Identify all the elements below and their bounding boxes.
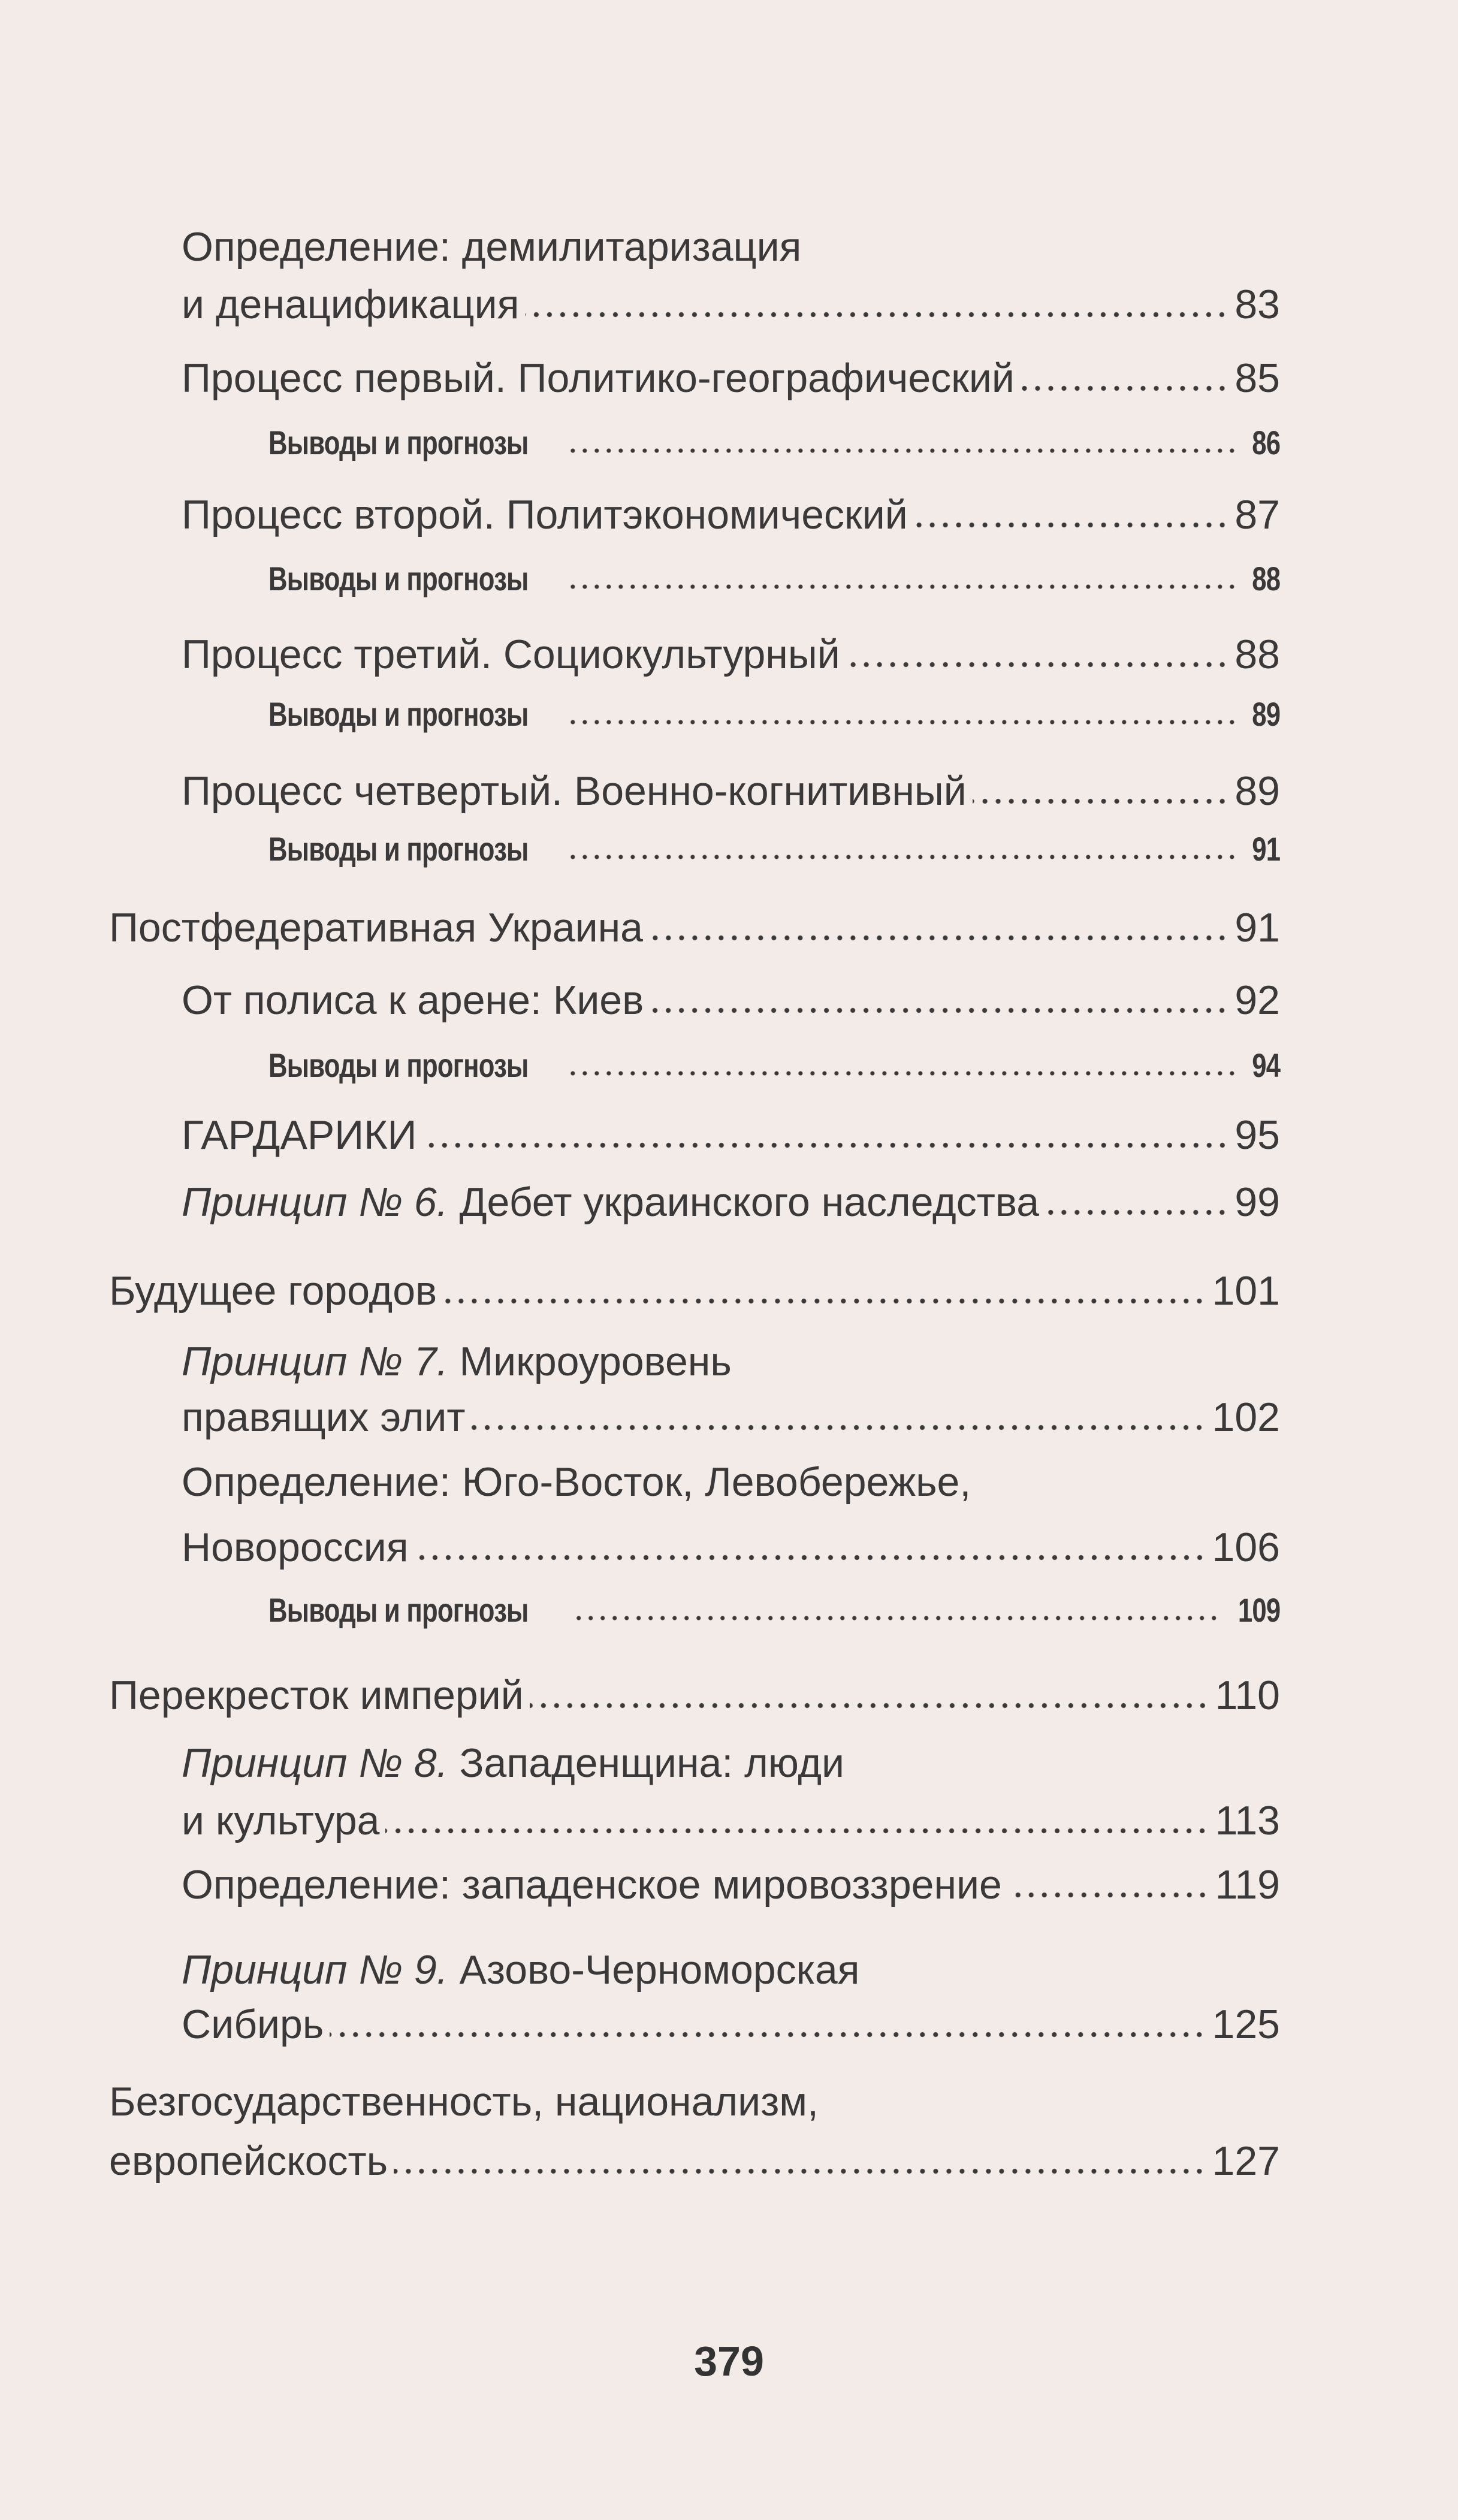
toc-entry[interactable] [182,1858,1280,1912]
entry-page-number: 99 [1234,1179,1280,1225]
dot-leader [570,447,1238,454]
entry-page-number: 113 [1215,1798,1280,1843]
entry-page-number: 109 [1237,1591,1280,1629]
page-number: 379 [694,2338,764,2385]
entry-title [182,764,967,818]
dot-leader [530,1702,1209,1709]
entry-title [268,1039,529,1092]
dot-leader [570,719,1238,726]
entry-title [182,1943,860,1997]
entry-title [182,1455,971,1509]
entry-title-text: Определение: Юго-Восток, Левобережье, [182,1459,971,1505]
dot-leader [330,2031,1206,2038]
entry-title [182,220,801,274]
entry-title [268,552,529,606]
toc-entry-line[interactable] [182,220,801,274]
entry-title-text: правящих элит [182,1395,466,1440]
toc-entry[interactable] [268,416,1280,470]
dot-leader [570,583,1238,590]
dot-leader [1008,1891,1209,1899]
entry-title [109,901,643,955]
dot-leader [385,1827,1209,1834]
toc-entry-line[interactable] [182,1736,844,1790]
dot-leader [525,311,1228,318]
toc-entry[interactable] [182,627,1280,681]
entry-title-text: Определение: западенское мировоззрение [182,1862,1002,1908]
entry-title [109,2075,819,2129]
dot-leader [415,1554,1206,1561]
entry-title-text: Западенщина: люди [448,1740,844,1786]
toc-entry-line[interactable] [182,1943,860,1997]
toc-entry[interactable] [182,351,1280,405]
toc-entry-line[interactable] [182,1455,971,1509]
entry-page-number: 83 [1234,282,1280,327]
entry-page-number: 91 [1234,905,1280,950]
entry-title-text: Азово-Черноморская [448,1947,860,1993]
entry-page-number: 92 [1234,977,1280,1023]
entry-title [182,1736,844,1790]
entry-page-number: 91 [1251,830,1280,868]
toc-entry[interactable] [109,1668,1280,1722]
entry-title [182,1390,465,1444]
toc-entry[interactable] [268,1039,1280,1092]
entry-title-text: Процесс четвертый. Военно-когнитивный [182,768,967,814]
entry-title-text: Постфедеративная Украина [109,905,643,950]
entry-page-number: 89 [1251,695,1280,733]
entry-page-number: 85 [1234,355,1280,401]
entry-title-text: Сибирь [182,2002,324,2047]
entry-page-number: 87 [1234,492,1280,538]
entry-page-number: 88 [1251,560,1280,597]
entry-title [182,1175,1039,1229]
toc-entry[interactable] [182,277,1280,331]
toc-entry[interactable] [109,2134,1280,2188]
dot-leader [973,798,1229,805]
entry-title-text: ГАРДАРИКИ [182,1112,417,1158]
toc-entry[interactable] [182,1108,1280,1162]
entry-title [182,1335,732,1389]
entry-title [268,687,529,741]
entry-title [109,2134,388,2188]
entry-title [182,277,519,331]
entry-title-text: европейскость [109,2138,388,2184]
toc-entry[interactable] [268,552,1280,606]
dot-leader [650,1007,1228,1014]
principle-label: Принцип № 9. [182,1947,448,1993]
entry-page-number: 106 [1212,1525,1280,1570]
dot-leader [443,1297,1206,1305]
entry-page-number: 88 [1234,632,1280,677]
entry-title-text: Выводы и прогнозы [268,560,529,597]
entry-title [182,627,840,681]
entry-title [268,822,529,876]
entry-page-number: 95 [1234,1112,1280,1158]
entry-page-number: 94 [1251,1046,1280,1084]
entry-title [182,1108,417,1162]
dot-leader [570,853,1238,861]
entry-title [268,416,529,470]
entry-title-text: Новороссия [182,1525,409,1570]
dot-leader [649,934,1228,941]
entry-title-text: Определение: демилитаризация [182,224,802,270]
dot-leader [570,1614,1220,1622]
toc-entry[interactable] [182,1520,1280,1574]
toc-entry[interactable] [182,764,1280,818]
dot-leader [423,1142,1229,1149]
toc-entry[interactable] [182,1390,1280,1444]
entry-title [182,1997,324,2051]
entry-page-number: 101 [1212,1268,1280,1314]
entry-title-text: Дебет украинского наследства [448,1179,1040,1225]
entry-page-number: 125 [1212,2002,1280,2047]
entry-title-text: и культура [182,1798,380,1843]
entry-title [109,1264,437,1318]
dot-leader [1045,1209,1228,1216]
entry-title [182,1794,379,1848]
entry-title-text: и денацификация [182,282,520,327]
dot-leader [394,2168,1206,2175]
entry-title-text: Выводы и прогнозы [268,424,529,461]
entry-title [182,973,644,1027]
toc-entry[interactable] [182,1175,1280,1229]
entry-title-text: Выводы и прогнозы [268,1591,529,1629]
entry-title-text: Будущее городов [109,1268,437,1314]
dot-leader [471,1424,1206,1431]
entry-title-text: Выводы и прогнозы [268,1046,529,1084]
toc-entry[interactable] [268,687,1280,741]
entry-title [182,1858,1002,1912]
entry-title-text: От полиса к арене: Киев [182,977,644,1023]
toc-entry[interactable] [268,1583,1280,1637]
entry-page-number: 102 [1212,1395,1280,1440]
toc-entry[interactable] [268,822,1280,876]
toc-entry-line[interactable] [182,1335,732,1389]
entry-title-text: Процесс второй. Политэкономический [182,492,908,538]
toc-entry-line[interactable] [109,2075,819,2129]
entry-page-number: 110 [1215,1673,1280,1718]
toc-entry[interactable] [182,1794,1280,1848]
entry-title [182,1520,409,1574]
principle-label: Принцип № 8. [182,1740,448,1786]
entry-title-text: Микроуровень [448,1339,732,1384]
dot-leader [570,1070,1238,1077]
entry-title [182,488,908,542]
dot-leader [846,661,1229,668]
entry-title-text: Безгосударственность, национализм, [109,2079,819,2124]
principle-label: Принцип № 6. [182,1179,448,1225]
toc-entry[interactable] [182,973,1280,1027]
entry-title-text: Процесс третий. Социокультурный [182,632,840,677]
toc-entry[interactable] [182,1997,1280,2051]
entry-page-number: 127 [1212,2138,1280,2184]
toc-entry[interactable] [182,488,1280,542]
dot-leader [1021,385,1228,392]
toc-entry[interactable] [109,1264,1280,1318]
entry-title [182,351,1015,405]
entry-title [268,1583,529,1637]
entry-page-number: 89 [1234,768,1280,814]
dot-leader [914,521,1229,529]
entry-title-text: Перекресток империй [109,1673,524,1718]
entry-page-number: 119 [1215,1862,1280,1908]
entry-title-text: Выводы и прогнозы [268,695,529,733]
entry-title-text: Процесс первый. Политико-географический [182,355,1015,401]
entry-title [109,1668,524,1722]
entry-page-number: 86 [1251,424,1280,461]
entry-title-text: Выводы и прогнозы [268,830,529,868]
toc-entry[interactable] [109,901,1280,955]
principle-label: Принцип № 7. [182,1339,448,1384]
